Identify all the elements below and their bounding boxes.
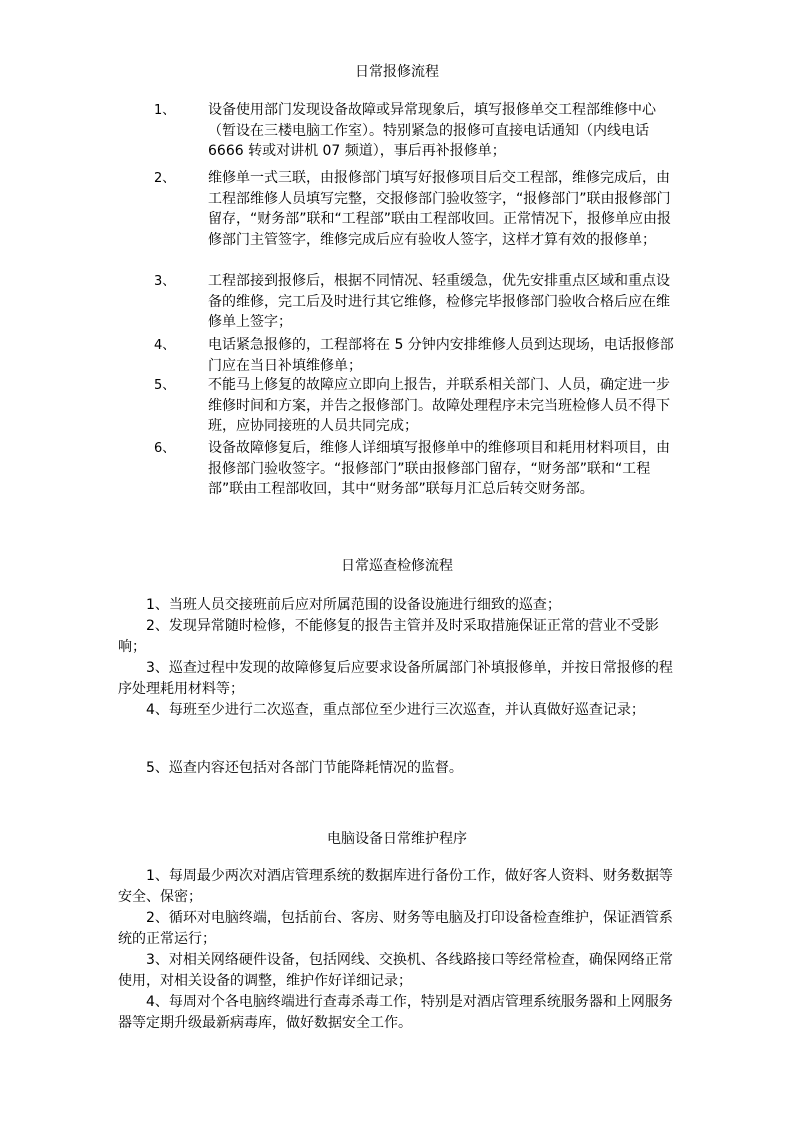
list-item: 工程部接到报修后，根据不同情况、轻重缓急，优先安排重点区域和重点设备的维修，完工后及时进行其它维修，检修完毕报修部门验收合格后应在维修单上签字； [208, 273, 670, 330]
item-number: 2、 [154, 171, 176, 186]
paragraph: 1、每周最少两次对酒店管理系统的数据库进行备份工作，做好客人资料、财务数据等安全、保密； [118, 868, 673, 905]
item-number: 6、 [154, 441, 176, 456]
item-number: 4、 [154, 338, 176, 353]
section-title-repair-process: 日常报修流程 [355, 64, 439, 80]
section-title-inspection-process: 日常巡查检修流程 [341, 558, 453, 574]
list-item: 设备故障修复后，维修人详细填写报修单中的维修项目和耗用材料项目，由报修部门验收签字。“报修部门”联由报修部门留存，“财务部”联和“工程部”联由工程部收回，其中“财务部”联每月汇总后转交财务部。 [208, 440, 670, 497]
paragraph: 1、当班人员交接班前后应对所属范围的设备设施进行细致的巡查； [146, 597, 561, 613]
paragraph: 3、巡查过程中发现的故障修复后应要求设备所属部门补填报修单，并按日常报修的程序处理耗用材料等； [118, 660, 673, 697]
list-item: 维修单一式三联，由报修部门填写好报修项目后交工程部，维修完成后，由工程部维修人员填写完整，交报修部门验收签字，“报修部门”联由报修部门留存，“财务部”联和“工程部”联由工程部收回。正常情况下，报修单应由报修部门主管签字，维修完成后应有验收人签字，这样才算有效的报修单； [208, 170, 672, 248]
paragraph: 2、发现异常随时检修，不能修复的报告主管并及时采取措施保证正常的营业不受影响； [118, 618, 659, 655]
item-number: 5、 [154, 378, 176, 393]
paragraph: 3、对相关网络硬件设备，包括网线、交换机、各线路接口等经常检查，确保网络正常使用，对相关设备的调整，维护作好详细记录； [118, 952, 673, 989]
list-item: 设备使用部门发现设备故障或异常现象后，填写报修单交工程部维修中心（暂设在三楼电脑工作室）。特别紧急的报修可直接电话通知（内线电话 6666 转或对讲机 07 频道），事后再补报修单； [208, 102, 656, 159]
item-number: 3、 [154, 274, 176, 289]
paragraph: 4、每周对个各电脑终端进行查毒杀毒工作，特别是对酒店管理系统服务器和上网服务器等定期升级最新病毒库，做好数据安全工作。 [118, 994, 673, 1031]
paragraph: 2、循环对电脑终端，包括前台、客房、财务等电脑及打印设备检查维护，保证酒管系统的正常运行； [118, 910, 673, 947]
paragraph: 4、每班至少进行二次巡查，重点部位至少进行三次巡查，并认真做好巡查记录； [146, 702, 645, 718]
list-item: 不能马上修复的故障应立即向上报告，并联系相关部门、人员，确定进一步维修时间和方案，并告之报修部门。故障处理程序未完当班检修人员不得下班，应协同接班的人员共同完成； [208, 377, 670, 434]
paragraph: 5、巡查内容还包括对各部门节能降耗情况的监督。 [146, 760, 463, 776]
item-number: 1、 [154, 103, 176, 118]
list-item: 电话紧急报修的，工程部将在 5 分钟内安排维修人员到达现场，电话报修部门应在当日补填维修单； [208, 337, 674, 374]
section-title-computer-maintenance: 电脑设备日常维护程序 [327, 831, 467, 847]
